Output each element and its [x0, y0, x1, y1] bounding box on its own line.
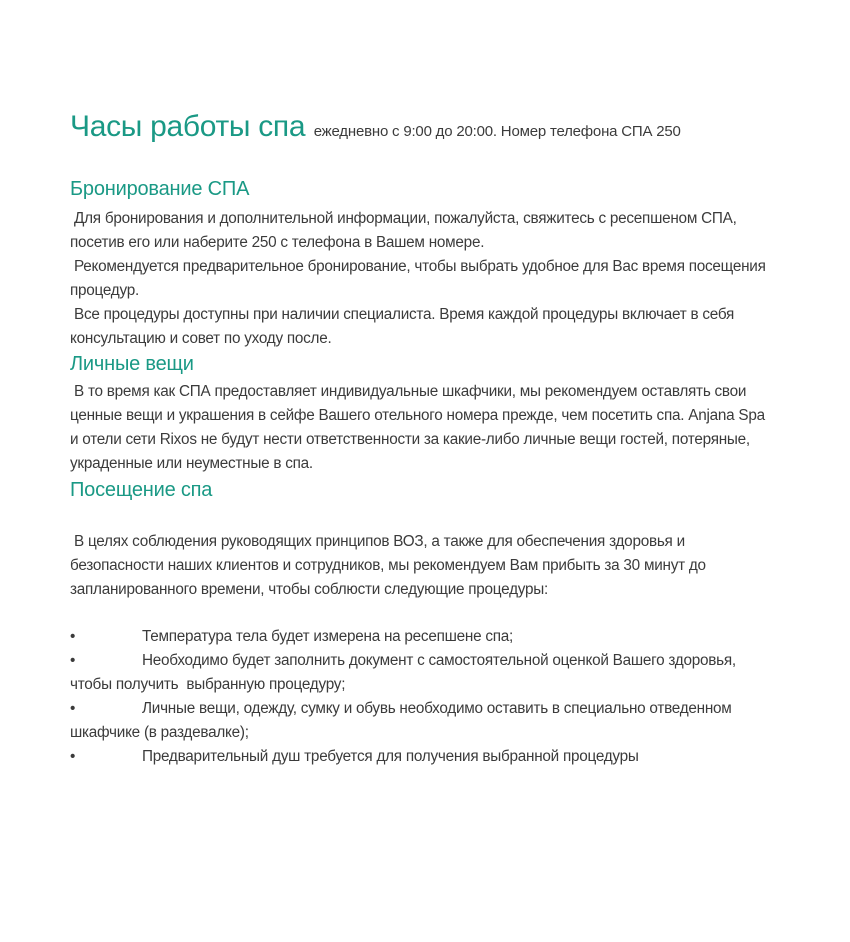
text-line: запланированного времени, чтобы соблюсти следующие процедуры:	[70, 581, 548, 598]
bullet-icon: •	[70, 652, 76, 669]
list-item	[70, 745, 830, 769]
text-line: консультацию и совет по уходу после.	[70, 330, 332, 347]
title-line	[70, 110, 681, 144]
page-title: Часы работы спа	[70, 110, 306, 143]
list-item-text: шкафчике (в раздевалке);	[70, 724, 249, 741]
list-item-text: Личные вещи, одежду, сумку и обувь необходимо оставить в специально отведенном	[142, 700, 732, 717]
text-line: процедур.	[70, 282, 139, 299]
text-line: Для бронирования и дополнительной информации, пожалуйста, свяжитесь с ресепшеном СПА,	[70, 210, 737, 227]
belongings-text	[70, 380, 830, 476]
bullet-icon: •	[70, 700, 76, 717]
list-item	[70, 697, 830, 745]
list-item-text: Необходимо будет заполнить документ с самостоятельной оценкой Вашего здоровья,	[142, 652, 736, 669]
text-line: ценные вещи и украшения в сейфе Вашего отельного номера прежде, чем посетить спа. Anjana Spa	[70, 407, 765, 424]
list-item	[70, 625, 830, 649]
text-line: посетив его или наберите 250 с телефона в Вашем номере.	[70, 234, 485, 251]
opening-hours-text: ежедневно с 9:00 до 20:00. Номер телефона СПА 250	[313, 123, 681, 140]
list-item	[70, 649, 830, 697]
booking-heading: Бронирование СПА	[70, 178, 250, 200]
text-line: и отели сети Rixos не будут нести ответственности за какие-либо личные вещи гостей, потеряные,	[70, 431, 750, 448]
text-line: В целях соблюдения руководящих принципов ВОЗ, а также для обеспечения здоровья и	[70, 533, 685, 550]
visit-text	[70, 530, 830, 602]
text-line: В то время как СПА предоставляет индивидуальные шкафчики, мы рекомендуем оставлять свои	[70, 383, 747, 400]
visit-procedures-list	[70, 625, 830, 769]
text-line: украденные или неуместные в спа.	[70, 455, 313, 472]
list-item-text: Температура тела будет измерена на ресепшене спа;	[142, 628, 514, 645]
list-item-text: чтобы получить выбранную процедуру;	[70, 676, 346, 693]
booking-text	[70, 207, 830, 351]
text-line: Все процедуры доступны при наличии специалиста. Время каждой процедуры включает в себя	[70, 306, 735, 323]
bullet-icon: •	[70, 748, 76, 765]
text-line: безопасности наших клиентов и сотрудников, мы рекомендуем Вам прибыть за 30 минут до	[70, 557, 706, 574]
visit-heading: Посещение спа	[70, 479, 213, 501]
text-line: Рекомендуется предварительное бронирование, чтобы выбрать удобное для Вас время посещения	[70, 258, 766, 275]
belongings-heading: Личные вещи	[70, 353, 194, 375]
list-item-text: Предварительный душ требуется для получения выбранной процедуры	[142, 748, 639, 765]
bullet-icon: •	[70, 628, 76, 645]
